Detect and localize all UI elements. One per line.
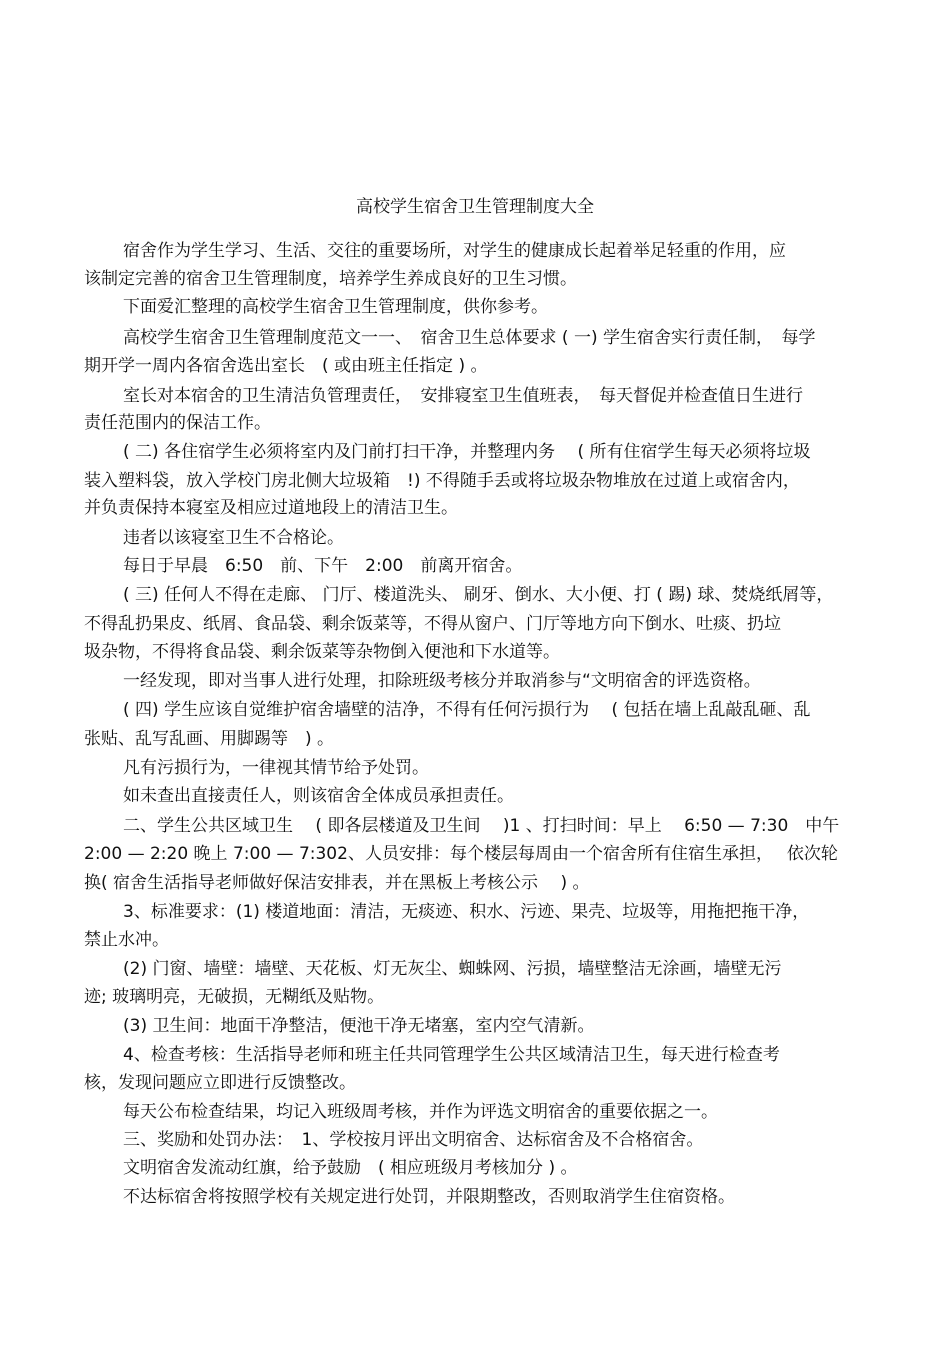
body-line: 该制定完善的宿舍卫生管理制度，培养学生养成良好的卫生习惯。 bbox=[84, 269, 577, 289]
body-line: 期开学一周内各宿舍选出室长 ( 或由班主任指定 ) 。 bbox=[84, 356, 488, 376]
body-line: 凡有污损行为，一律视其情节给予处罚。 bbox=[123, 758, 429, 778]
body-line: 2:00 — 2:20 晚上 7:00 — 7:302、人员安排：每个楼层每周由一个宿舍所有住宿生承担， 依次轮 bbox=[84, 844, 838, 864]
body-line: 3、标准要求：(1) 楼道地面：清洁，无痰迹、积水、污迹、果壳、垃圾等，用拖把拖干净， bbox=[123, 902, 810, 922]
body-line: 如未查出直接责任人，则该宿舍全体成员承担责任。 bbox=[123, 786, 514, 806]
body-line: 不达标宿舍将按照学校有关规定进行处罚，并限期整改，否则取消学生住宿资格。 bbox=[123, 1187, 735, 1207]
body-line: 迹; 玻璃明亮，无破损，无糊纸及贴物。 bbox=[84, 987, 385, 1007]
body-line: 高校学生宿舍卫生管理制度范文一一、 宿舍卫生总体要求 ( 一) 学生宿舍实行责任制， 每学 bbox=[123, 328, 816, 348]
body-line: 违者以该寝室卫生不合格论。 bbox=[123, 528, 344, 548]
body-line: 二、学生公共区域卫生 ( 即各层楼道及卫生间 )1 、打扫时间：早上 6:50 — 7:30 中午 bbox=[123, 816, 840, 836]
body-line: ( 四) 学生应该自觉维护宿舍墙壁的洁净，不得有任何污损行为 ( 包括在墙上乱敲乱砸、乱 bbox=[123, 700, 811, 720]
body-line: (2) 门窗、墙壁：墙壁、天花板、灯无灰尘、蜘蛛网、污损，墙壁整洁无涂画，墙壁无污 bbox=[123, 959, 782, 979]
body-line: 每天公布检查结果，均记入班级周考核，并作为评选文明宿舍的重要依据之一。 bbox=[123, 1102, 718, 1122]
document-title: 高校学生宿舍卫生管理制度大全 bbox=[356, 197, 594, 217]
body-line: 下面爱汇整理的高校学生宿舍卫生管理制度，供你参考。 bbox=[123, 297, 548, 317]
body-line: 每日于早晨 6:50 前、下午 2:00 前离开宿舍。 bbox=[123, 556, 523, 576]
body-line: 一经发现，即对当事人进行处理，扣除班级考核分并取消参与“文明宿舍的评选资格。 bbox=[123, 671, 761, 691]
body-line: ( 二) 各住宿学生必须将室内及门前打扫干净，并整理内务 ( 所有住宿学生每天必须将垃圾 bbox=[123, 442, 811, 462]
body-line: 并负责保持本寝室及相应过道地段上的清洁卫生。 bbox=[84, 498, 458, 518]
body-line: 4、检查考核：生活指导老师和班主任共同管理学生公共区域清洁卫生，每天进行检查考 bbox=[123, 1045, 780, 1065]
body-line: 禁止水冲。 bbox=[84, 930, 169, 950]
body-line: 室长对本宿舍的卫生清洁负管理责任， 安排寝室卫生值班表， 每天督促并检查值日生进行 bbox=[123, 386, 803, 406]
body-line: 圾杂物，不得将食品袋、剩余饭菜等杂物倒入便池和下水道等。 bbox=[84, 642, 560, 662]
body-line: 装入塑料袋，放入学校门房北侧大垃圾箱 !) 不得随手丢或将垃圾杂物堆放在过道上或宿舍内， bbox=[84, 471, 800, 491]
body-line: 不得乱扔果皮、纸屑、食品袋、剩余饭菜等，不得从窗户、门厅等地方向下倒水、吐痰、扔垃 bbox=[84, 614, 781, 634]
body-line: 核，发现问题应立即进行反馈整改。 bbox=[84, 1073, 356, 1093]
body-line: 三、奖励和处罚办法： 1、学校按月评出文明宿舍、达标宿舍及不合格宿舍。 bbox=[123, 1130, 704, 1150]
body-line: 宿舍作为学生学习、生活、交往的重要场所，对学生的健康成长起着举足轻重的作用，应 bbox=[123, 241, 786, 261]
body-line: 责任范围内的保洁工作。 bbox=[84, 413, 271, 433]
body-line: 张贴、乱写乱画、用脚踢等 ) 。 bbox=[84, 729, 335, 749]
body-line: (3) 卫生间：地面干净整洁，便池干净无堵塞，室内空气清新。 bbox=[123, 1016, 595, 1036]
body-line: ( 三) 任何人不得在走廊、 门厅、楼道洗头、 刷牙、倒水、大小便、打 ( 踢) 球、焚烧纸屑等， bbox=[123, 585, 834, 605]
body-line: 文明宿舍发流动红旗，给予鼓励 ( 相应班级月考核加分 ) 。 bbox=[123, 1158, 578, 1178]
body-line: 换( 宿舍生活指导老师做好保洁安排表，并在黑板上考核公示 ) 。 bbox=[84, 873, 590, 893]
